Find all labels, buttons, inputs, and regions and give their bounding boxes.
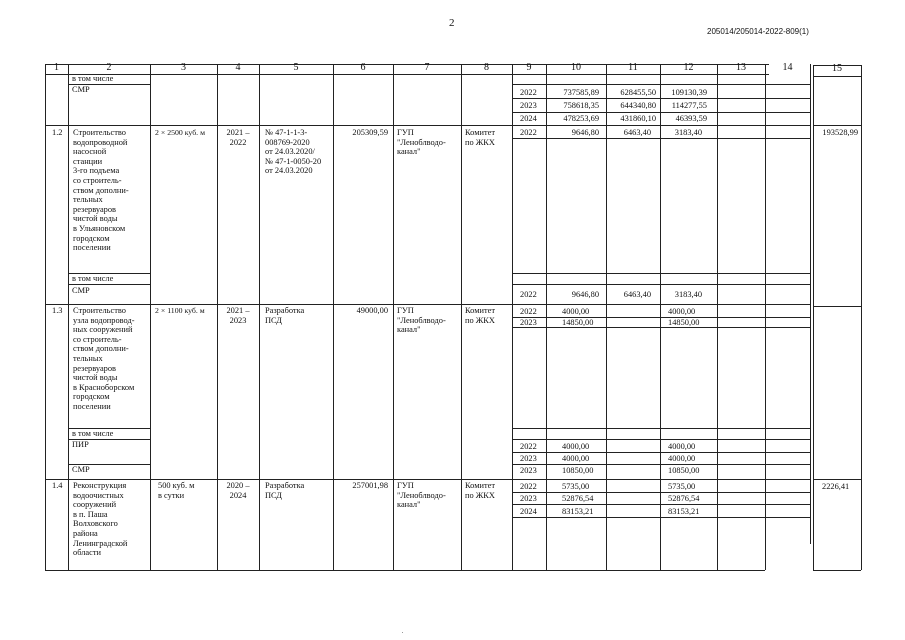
year-cell: 2023 — [520, 466, 537, 475]
amount-cell: 3183,40 — [674, 128, 702, 137]
item-number: 1.4 — [52, 481, 63, 490]
rule — [546, 64, 547, 570]
amount-cell: 52876,54 — [562, 494, 594, 503]
capacity: 2 × 1100 куб. м — [155, 306, 205, 315]
amount-cell: 3183,40 — [674, 290, 702, 299]
sub-label: в том числе — [72, 274, 114, 283]
amount-cell: 5735,00 — [668, 482, 696, 491]
amount-cell: 14850,00 — [562, 318, 594, 327]
year-cell: 2022 — [520, 307, 537, 316]
amount-cell: 737585,89 — [563, 88, 599, 97]
year-cell: 2023 — [520, 494, 537, 503]
amount-cell: 10850,00 — [668, 466, 700, 475]
amount-cell: 628455,50 — [620, 88, 656, 97]
documents: Разработка ПСД — [265, 481, 305, 500]
year-cell: 2023 — [520, 454, 537, 463]
rule — [333, 64, 334, 570]
rule — [813, 65, 814, 570]
rule — [810, 64, 811, 544]
column-number: 10 — [571, 62, 581, 73]
scan-speck — [402, 632, 403, 633]
year-cell: 2022 — [520, 442, 537, 451]
capacity: 500 куб. м в сутки — [158, 481, 195, 500]
rule — [45, 570, 765, 571]
rule — [45, 304, 810, 305]
year-cell: 2023 — [520, 318, 537, 327]
year-cell: 2022 — [520, 128, 537, 137]
customer: ГУП "Леноблводо- канал" — [397, 306, 446, 335]
documents: № 47-1-1-3- 008769-2020 от 24.03.2020/ № 47-1-0050-20 от 24.03.2020 — [265, 128, 322, 176]
object-name: Строительство водопроводной насосной станции 3-го подъема со строитель- ством дополни- тельных резервуаров чистой воды в Ульяновском городском поселении — [73, 128, 129, 253]
amount-cell: 9646,80 — [571, 290, 599, 299]
rule — [813, 479, 861, 480]
capacity: 2 × 2500 куб. м — [155, 128, 206, 137]
rule — [813, 125, 861, 126]
amount-cell: 114277,55 — [671, 101, 707, 110]
smr-label: СМР — [72, 286, 90, 295]
sub-label: в том числе — [72, 74, 114, 83]
column-number: 1 — [54, 62, 59, 73]
amount-cell: 6463,40 — [623, 290, 651, 299]
rule — [68, 64, 69, 570]
rule — [68, 284, 150, 285]
amount-cell: 83153,21 — [562, 507, 594, 516]
amount-cell: 9646,80 — [571, 128, 599, 137]
amount-cell: 193528,99 — [822, 128, 858, 137]
smr-label: СМР — [72, 85, 90, 94]
pir-label: ПИР — [72, 440, 89, 449]
rule — [861, 65, 862, 570]
rule — [765, 64, 766, 570]
agency: Комитет по ЖКХ — [465, 481, 496, 500]
amount-cell: 83153,21 — [668, 507, 700, 516]
column-number: 12 — [683, 62, 694, 73]
amount-cell: 6463,40 — [623, 128, 651, 137]
amount-cell: 46393,59 — [675, 114, 707, 123]
year-cell: 2024 — [520, 507, 537, 516]
amount-cell: 758618,35 — [563, 101, 599, 110]
column-number: 6 — [360, 62, 366, 73]
amount-cell: 478253,69 — [563, 114, 599, 123]
period: 2021 – 2023 — [226, 306, 250, 325]
cost: 49000,00 — [356, 306, 388, 315]
column-number: 8 — [484, 62, 489, 73]
rule — [259, 64, 260, 570]
period: 2020 – 2024 — [226, 481, 250, 500]
smr-label: СМР — [72, 465, 90, 474]
column-number: 4 — [235, 62, 241, 73]
rule — [717, 64, 718, 570]
column-number: 11 — [628, 62, 638, 73]
document-id: 205014/205014-2022-809(1) — [707, 27, 809, 36]
amount-cell: 4000,00 — [562, 307, 590, 316]
amount-cell: 10850,00 — [562, 466, 594, 475]
rule — [660, 64, 661, 570]
amount-cell: 52876,54 — [668, 494, 700, 503]
amount-cell: 14850,00 — [668, 318, 700, 327]
amount-cell: 644340,80 — [620, 101, 656, 110]
sub-label: в том числе — [72, 429, 114, 438]
amount-cell: 4000,00 — [668, 307, 696, 316]
item-number: 1.2 — [52, 128, 63, 137]
cost: 205309,59 — [352, 128, 388, 137]
column-number: 15 — [832, 63, 842, 74]
object-name: Строительство узла водопровод- ных сооружений со строитель- ством дополни- тельных резервуаров чистой воды в Красноборском городском поселении — [73, 306, 135, 411]
item-number: 1.3 — [52, 306, 63, 315]
rule — [813, 306, 861, 307]
year-cell: 2022 — [520, 88, 537, 97]
rule — [45, 479, 810, 480]
amount-cell: 431860,10 — [620, 114, 656, 123]
page-number: 2 — [449, 17, 455, 29]
object-name: Реконструкция водоочистных сооружений в п. Паша Волховского района Ленинградской области — [73, 481, 128, 558]
amount-cell: 4000,00 — [562, 442, 590, 451]
column-number: 14 — [782, 62, 793, 73]
period: 2021 – 2022 — [226, 128, 250, 147]
year-cell: 2024 — [520, 114, 537, 123]
year-cell: 2022 — [520, 482, 537, 491]
column-number: 3 — [181, 62, 186, 73]
documents: Разработка ПСД — [265, 306, 305, 325]
rule — [813, 570, 861, 571]
rule — [393, 64, 394, 570]
agency: Комитет по ЖКХ — [465, 306, 496, 325]
agency: Комитет по ЖКХ — [465, 128, 496, 147]
rule — [461, 64, 462, 570]
amount-cell: 4000,00 — [562, 454, 590, 463]
cost: 257001,98 — [352, 481, 388, 490]
amount-cell: 2226,41 — [822, 482, 850, 491]
column-number: 7 — [424, 62, 430, 73]
rule — [45, 64, 46, 570]
amount-cell: 5735,00 — [562, 482, 590, 491]
customer: ГУП "Леноблводо- канал" — [397, 128, 446, 157]
customer: ГУП "Леноблводо- канал" — [397, 481, 446, 510]
amount-cell: 4000,00 — [668, 442, 696, 451]
year-cell: 2022 — [520, 290, 537, 299]
amount-cell: 109130,39 — [671, 88, 707, 97]
column-number: 5 — [293, 62, 299, 73]
column-number: 9 — [526, 62, 532, 73]
column-number: 2 — [106, 62, 112, 73]
rule — [813, 76, 861, 77]
rule — [45, 125, 810, 126]
year-cell: 2023 — [520, 101, 537, 110]
amount-cell: 4000,00 — [668, 454, 696, 463]
rule — [512, 64, 513, 570]
rule — [606, 64, 607, 570]
column-number: 13 — [736, 62, 746, 73]
rule — [150, 64, 151, 570]
